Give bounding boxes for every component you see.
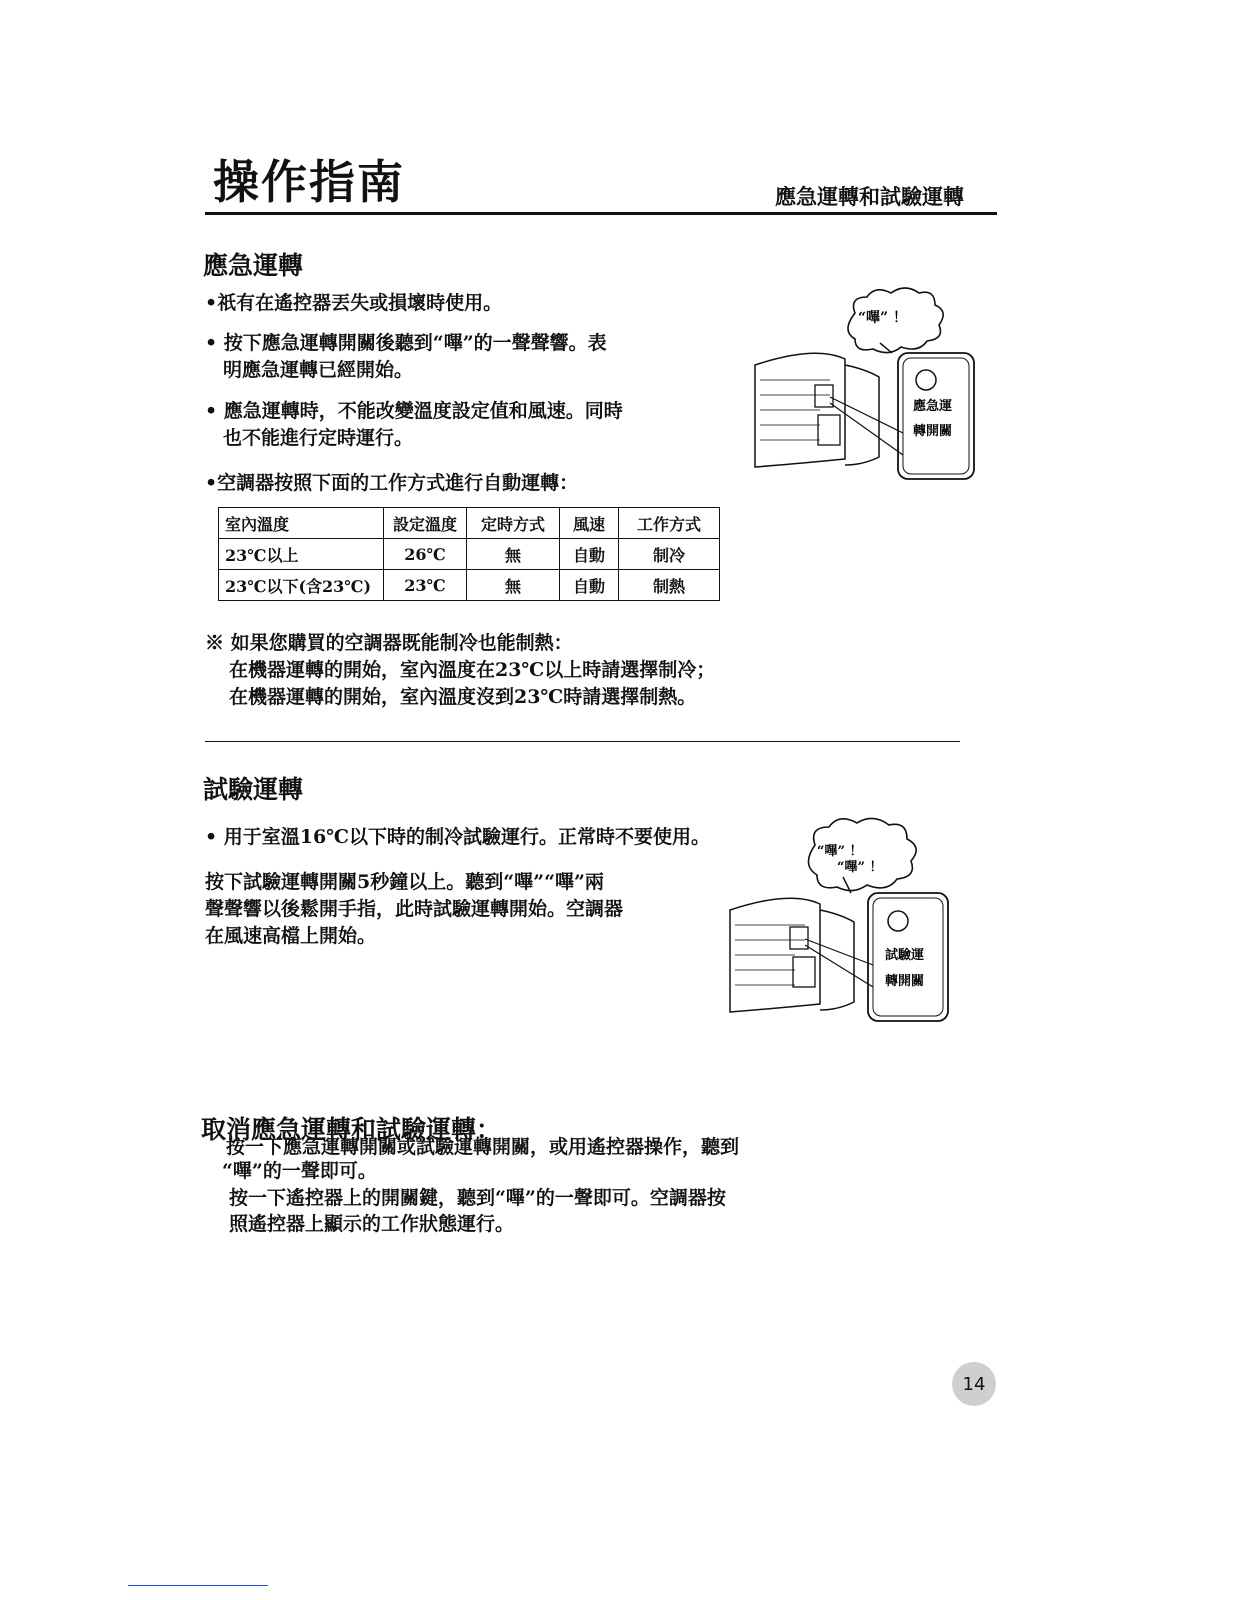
test-paragraph-3: 在風速高檔上開始。 <box>205 925 377 947</box>
table-cell: 無 <box>467 539 560 570</box>
note-line-3: 在機器運轉的開始，室內溫度沒到23℃時請選擇制熱。 <box>229 686 697 708</box>
section-divider <box>205 741 960 742</box>
bubble-text: “嗶” ！ <box>858 310 907 326</box>
table-header: 室內溫度 <box>219 508 384 539</box>
switch-label-box <box>898 353 974 479</box>
cancel-line-3: 按一下遙控器上的開關鍵，聽到“嗶”的一聲即可。空調器按 <box>229 1187 726 1209</box>
table-cell: 制熱 <box>619 570 720 601</box>
test-bullet: • 用于室溫16℃以下時的制冷試驗運行。正常時不要使用。 <box>205 826 710 848</box>
emergency-bullet-3-cont: 也不能進行定時運行。 <box>223 427 414 449</box>
table-cell: 自動 <box>560 539 619 570</box>
table-header: 定時方式 <box>467 508 560 539</box>
cancel-heading: 取消應急運轉和試驗運轉： <box>201 1115 502 1144</box>
test-paragraph-2: 聲聲響以後鬆開手指，此時試驗運轉開始。空調器 <box>205 898 624 920</box>
emergency-bullet-3: • 應急運轉時，不能改變溫度設定值和風速。同時 <box>205 400 623 422</box>
table-header: 工作方式 <box>619 508 720 539</box>
cancel-line-4: 照遙控器上顯示的工作狀態運行。 <box>229 1213 515 1235</box>
test-switch-illustration <box>725 815 955 1030</box>
table-row <box>219 570 720 601</box>
header-rule <box>205 212 997 215</box>
table-header: 設定溫度 <box>384 508 467 539</box>
emergency-bullet-4: •空調器按照下面的工作方式進行自動運轉： <box>205 472 579 494</box>
footer-link-underline[interactable] <box>128 1585 268 1586</box>
emergency-heading: 應急運轉 <box>203 251 304 280</box>
cancel-line-1: 按一下應急運轉開關或試驗運轉開關，或用遙控器操作，聽到 <box>226 1136 740 1158</box>
table-cell: 23℃ <box>384 570 467 601</box>
emergency-switch-illustration <box>750 285 985 485</box>
table-cell: 自動 <box>560 570 619 601</box>
bubble-text-2: “嗶” ！ <box>837 860 883 875</box>
table-cell: 26℃ <box>384 539 467 570</box>
page-title: 操作指南 <box>213 155 405 209</box>
switch-button-icon <box>916 370 936 390</box>
emergency-bullet-2: • 按下應急運轉開關後聽到“嗶”的一聲聲響。表 <box>205 332 607 354</box>
note-line-2: 在機器運轉的開始，室內溫度在23℃以上時請選擇制冷； <box>229 659 716 681</box>
switch-button-icon <box>888 911 908 931</box>
note-line-1: ※ 如果您購買的空調器既能制冷也能制熱： <box>205 632 573 654</box>
page-number: 14 <box>952 1362 996 1406</box>
bubble-text-1: “嗶” ！ <box>817 844 863 859</box>
table-cell: 無 <box>467 570 560 601</box>
table-header: 風速 <box>560 508 619 539</box>
table-cell: 23℃以上 <box>219 539 384 570</box>
switch-label-line-2: 轉開關 <box>913 424 953 439</box>
table-cell: 23℃以下(含23℃) <box>219 570 384 601</box>
section-subtitle: 應急運轉和試驗運轉 <box>775 184 964 209</box>
cancel-line-2: “嗶”的一聲即可。 <box>222 1160 377 1182</box>
table-header-row <box>219 508 720 539</box>
emergency-bullet-2-cont: 明應急運轉已經開始。 <box>223 359 414 381</box>
switch-label-line-2: 轉開關 <box>885 974 925 989</box>
switch-label-line-1: 應急運 <box>913 399 953 414</box>
test-heading: 試驗運轉 <box>203 775 304 804</box>
test-paragraph-1: 按下試驗運轉開關5秒鐘以上。聽到“嗶”“嗶”兩 <box>205 871 604 893</box>
table-cell: 制冷 <box>619 539 720 570</box>
operation-table <box>218 507 720 601</box>
switch-label-line-1: 試驗運 <box>885 948 925 963</box>
emergency-bullet-1: •祇有在遙控器丟失或損壞時使用。 <box>205 292 503 314</box>
table-row <box>219 539 720 570</box>
